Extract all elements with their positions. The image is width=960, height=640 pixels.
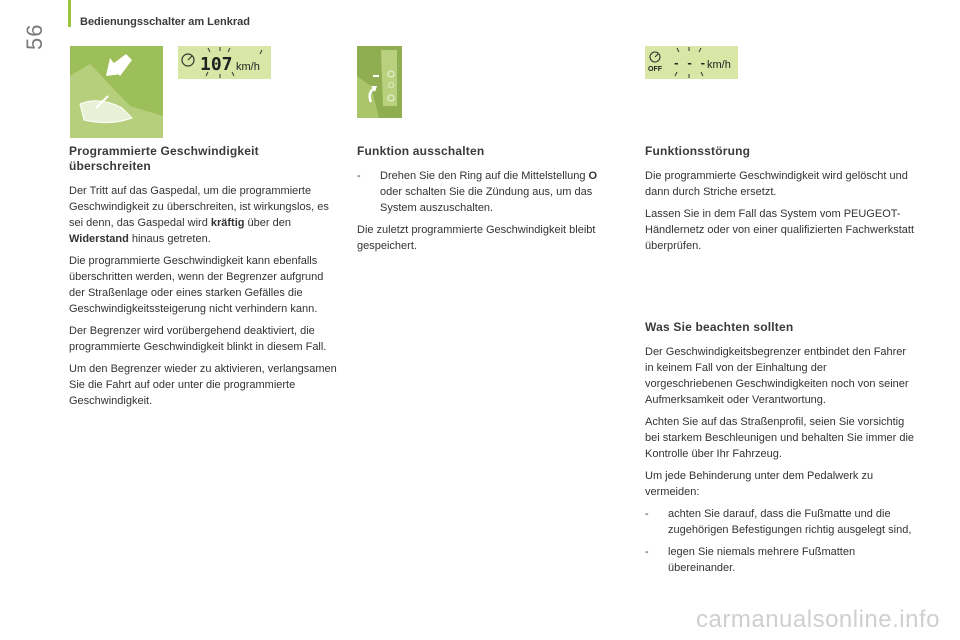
speedometer-off-display-icon bbox=[645, 46, 738, 79]
stalk-ring-label: O bbox=[388, 81, 395, 90]
speed-limit-display bbox=[178, 46, 271, 79]
speedometer-display-icon bbox=[178, 46, 271, 79]
stalk-illustration bbox=[357, 46, 402, 118]
text-fragment: Der Tritt auf das Gaspedal, um die programmierte Geschwindigkeit zu überschreiten, ist wirkungslos, es sei denn, das Gaspedal wird bbox=[69, 185, 329, 229]
section-exceed-speed-p1 bbox=[69, 183, 341, 247]
bullet-dash: - bbox=[357, 170, 361, 182]
display-off-unit: km/h bbox=[707, 59, 731, 71]
display-off-label: OFF bbox=[648, 66, 662, 73]
section-exceed-speed-p3: Der Begrenzer wird vorübergehend deaktiviert, die programmierte Geschwindigkeit blinkt in diesem Fall. bbox=[69, 325, 327, 353]
display-speed-unit: km/h bbox=[236, 61, 260, 73]
list-item bbox=[645, 506, 917, 538]
bold-term: kräftig bbox=[210, 217, 245, 229]
text-fragment: oder schalten Sie die Zündung aus, um das System auszuschalten. bbox=[380, 186, 593, 214]
pedal-illustration bbox=[70, 46, 163, 138]
header-accent-bar bbox=[68, 0, 71, 27]
display-speed-value: 107 bbox=[200, 54, 233, 75]
section-exceed-speed-p2: Die programmierte Geschwindigkeit kann ebenfalls überschritten werden, wenn der Begrenzer aufgrund der Straßenlage oder eines starken Gefälles die Geschwindigkeitssteigerung nicht verhindern kann. bbox=[69, 255, 324, 315]
list-item-text bbox=[380, 168, 622, 216]
page-number: 56 bbox=[22, 23, 47, 50]
watermark: carmanualsonline.info bbox=[696, 606, 940, 633]
fault-display bbox=[645, 46, 738, 79]
list-item-text: achten Sie darauf, dass die Fußmatte und die zugehörigen Befestigungen richtig ausgelegt sind, bbox=[668, 508, 912, 536]
page-header-title: Bedienungsschalter am Lenkrad bbox=[80, 16, 250, 28]
section-malfunction bbox=[645, 144, 917, 260]
text-fragment: Drehen Sie den Ring auf die Mittelstellung bbox=[380, 170, 589, 182]
list-item-text: legen Sie niemals mehrere Fußmatten übereinander. bbox=[668, 546, 856, 574]
section-notes-p2: Achten Sie auf das Straßenprofil, seien Sie vorsichtig bei starkem Beschleunigen und behalten Sie immer die Kontrolle über Ihr Fahrzeug. bbox=[645, 416, 915, 460]
section-notes-heading: Was Sie beachten sollten bbox=[645, 320, 794, 334]
section-switch-off bbox=[357, 144, 622, 260]
pedal-foot-icon bbox=[70, 46, 163, 138]
bullet-dash: - bbox=[645, 546, 649, 558]
bold-term: O bbox=[588, 170, 598, 182]
section-malfunction-heading: Funktionsstörung bbox=[645, 144, 751, 158]
section-exceed-speed bbox=[69, 144, 341, 415]
display-dashes: - - - bbox=[673, 57, 707, 70]
list-item bbox=[645, 544, 917, 576]
section-switch-off-heading: Funktion ausschalten bbox=[357, 144, 485, 158]
section-notes bbox=[645, 320, 917, 582]
section-notes-p1: Der Geschwindigkeitsbegrenzer entbindet den Fahrer in keinem Fall von der Einhaltung der vorgeschriebenen Geschwindigkeiten noch von seiner Aufmerksamkeit oder Verantwortung. bbox=[645, 346, 909, 406]
section-notes-p3: Um jede Behinderung unter dem Pedalwerk zu vermeiden: bbox=[645, 470, 874, 498]
text-fragment: hinaus getreten. bbox=[128, 233, 211, 245]
steering-stalk-icon bbox=[357, 46, 402, 118]
list-item bbox=[357, 168, 622, 216]
section-malfunction-p2: Lassen Sie in dem Fall das System vom PEUGEOT-Händlernetz oder von einer qualifizierten Fachwerkstatt überprüfen. bbox=[645, 208, 915, 252]
section-exceed-speed-p4: Um den Begrenzer wieder zu aktivieren, verlangsamen Sie die Fahrt auf oder unter die programmierte Geschwindigkeit. bbox=[69, 363, 337, 407]
section-switch-off-p1: Die zuletzt programmierte Geschwindigkeit bleibt gespeichert. bbox=[357, 224, 596, 252]
section-exceed-speed-heading: Programmierte Geschwindigkeit überschreiten bbox=[69, 144, 259, 173]
section-malfunction-p1: Die programmierte Geschwindigkeit wird gelöscht und dann durch Striche ersetzt. bbox=[645, 170, 908, 198]
text-fragment: über den bbox=[244, 217, 291, 229]
bullet-dash: - bbox=[645, 508, 649, 520]
bold-term: Widerstand bbox=[69, 233, 129, 245]
